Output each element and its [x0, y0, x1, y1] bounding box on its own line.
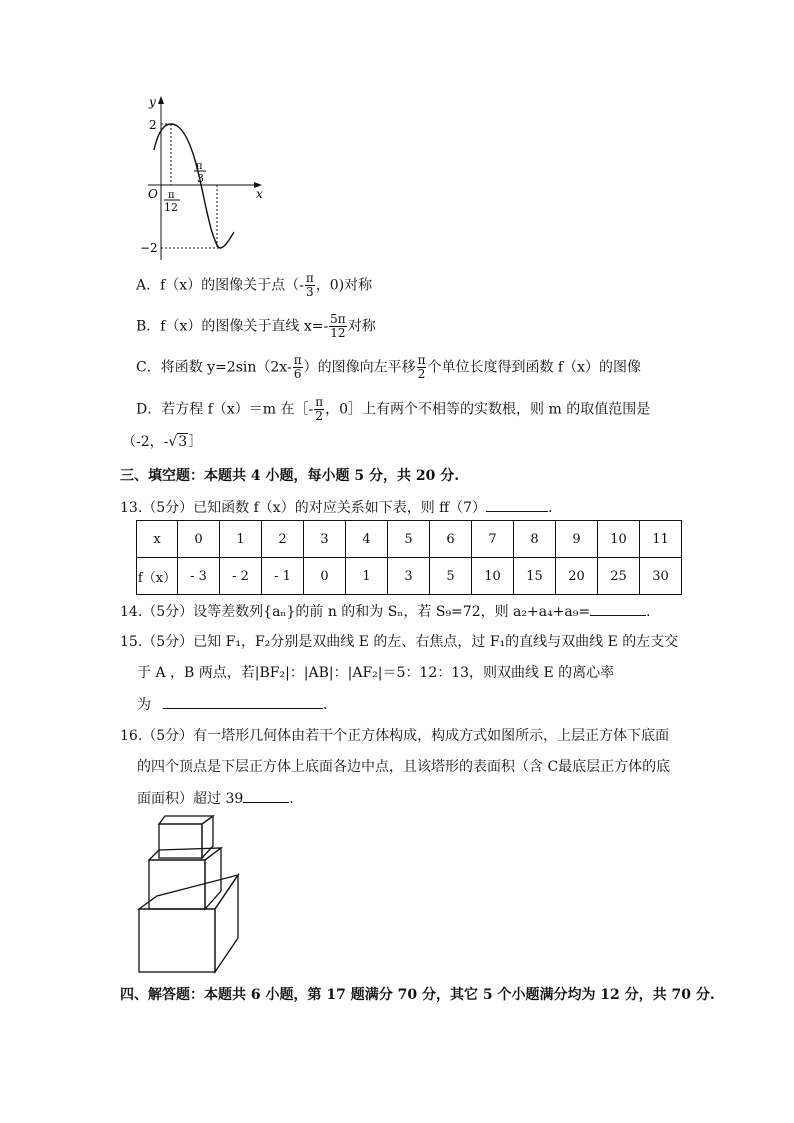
- table-cell: 25: [598, 558, 640, 595]
- question-16-line-2: 的四个顶点是下层正方体上底面各边中点，且该塔形的表面积（含 C最底层正方体的底: [137, 759, 671, 775]
- function-value-table: [136, 520, 682, 595]
- question-16-line-1: 16.（5分）有一塔形几何体由若干个正方体构成，构成方式如图所示，上层正方体下底面: [120, 728, 670, 744]
- table-cell: 3: [304, 521, 346, 558]
- table-cell: 2: [262, 521, 304, 558]
- option-d: D．若方程 f（x）＝m 在［- $\frac{\pi}{2}$ ，0］上有两个不相等的实数根，则 m 的取值范围是: [136, 395, 651, 423]
- table-cell: 9: [556, 521, 598, 558]
- answer-blank: [163, 694, 323, 709]
- sine-curve: [154, 124, 234, 248]
- top-cube-top: [159, 816, 213, 824]
- table-cell: 1: [220, 521, 262, 558]
- table-cell: - 3: [178, 558, 220, 595]
- sine-graph: [140, 92, 270, 264]
- cube-tower-figure: [135, 812, 245, 976]
- top-cube-side: [202, 816, 213, 858]
- table-cell: 5: [430, 558, 472, 595]
- table-cell: 10: [598, 521, 640, 558]
- section-3-heading: 三、填空题：本题共 4 小题，每小题 5 分，共 20 分.: [120, 468, 460, 484]
- table-cell: 10: [472, 558, 514, 595]
- y-max-label: 2: [149, 118, 157, 132]
- option-c: C．将函数 y=2sin（2x- $\frac{\pi}{6}$ ）的图像向左平移 $\frac{\pi}{2}$ 个单位长度得到函数 f（x）的图像: [136, 353, 641, 381]
- fraction: $\frac{\pi}{3}$: [305, 271, 314, 299]
- question-15-line-3: 为 .: [137, 694, 327, 715]
- bottom-cube-front: [139, 909, 215, 972]
- option-b: B．f（x）的图像关于直线 x=- $\frac{5\pi}{12}$ 对称: [136, 312, 376, 340]
- option-d-continued: （-2，-√3］: [122, 434, 203, 450]
- fraction: $\frac{5\pi}{12}$: [330, 312, 346, 340]
- table-cell: x: [137, 521, 178, 558]
- answer-blank: [486, 497, 548, 512]
- table-cell: 30: [640, 558, 682, 595]
- y-axis-label: y: [149, 95, 156, 109]
- x-tick-pi12-den: 12: [164, 201, 178, 214]
- question-16-line-3: 面面积）超过 39 .: [137, 788, 294, 809]
- table-cell: - 2: [220, 558, 262, 595]
- table-cell: 6: [430, 521, 472, 558]
- middle-cube-front: [149, 860, 205, 909]
- table-cell: 7: [472, 521, 514, 558]
- table-cell: 8: [514, 521, 556, 558]
- middle-cube-side: [205, 848, 221, 909]
- table-cell: 0: [178, 521, 220, 558]
- table-cell: f（x）: [137, 558, 178, 595]
- table-cell: 15: [514, 558, 556, 595]
- table-cell: 20: [556, 558, 598, 595]
- origin-label: O: [148, 187, 158, 201]
- table-cell: 11: [640, 521, 682, 558]
- y-axis-arrow: [158, 96, 164, 104]
- question-15-line-2: 于 A ，B 两点，若|BF₂|：|AB|：|AF₂|＝5：12：13，则双曲线 E 的离心率: [137, 665, 615, 681]
- question-15-line-1: 15.（5分）已知 F₁，F₂分别是双曲线 E 的左、右焦点，过 F₁的直线与双曲线 E 的左支交: [120, 634, 679, 650]
- bottom-cube-side: [215, 875, 238, 972]
- option-a: A．f（x）的图像关于点（- $\frac{\pi}{3}$ ，0)对称: [136, 271, 373, 299]
- x-tick-pi3-num: π: [196, 161, 203, 172]
- fraction: $\frac{\pi}{2}$: [315, 395, 324, 423]
- table-cell: - 1: [262, 558, 304, 595]
- x-axis-label: x: [256, 187, 263, 201]
- table-row: [137, 558, 682, 595]
- table-cell: 3: [388, 558, 430, 595]
- x-tick-pi12-num: π: [168, 190, 175, 201]
- table-cell: 4: [346, 521, 388, 558]
- answer-blank: [243, 788, 289, 803]
- answer-blank: [590, 601, 646, 616]
- top-cube-front: [159, 824, 202, 858]
- table-cell: 0: [304, 558, 346, 595]
- question-14: 14.（5分）设等差数列{aₙ}的前 n 的和为 Sₙ，若 S₉=72，则 a₂+a₄+a₉= .: [120, 601, 651, 622]
- bottom-cube-top: [139, 875, 238, 909]
- y-min-label: −2: [140, 241, 158, 255]
- table-cell: 1: [346, 558, 388, 595]
- section-4-heading: 四、解答题：本题共 6 小题，第 17 题满分 70 分，其它 5 个小题满分均为 12 分，共 70 分.: [120, 987, 715, 1003]
- table-cell: 5: [388, 521, 430, 558]
- question-13: 13.（5分）已知函数 f（x）的对应关系如下表，则 ff（7） .: [120, 497, 552, 518]
- fraction: $\frac{\pi}{6}$: [293, 353, 302, 381]
- x-tick-pi3-den: 3: [197, 172, 204, 185]
- fraction: $\frac{\pi}{2}$: [417, 353, 426, 381]
- table-row: [137, 521, 682, 558]
